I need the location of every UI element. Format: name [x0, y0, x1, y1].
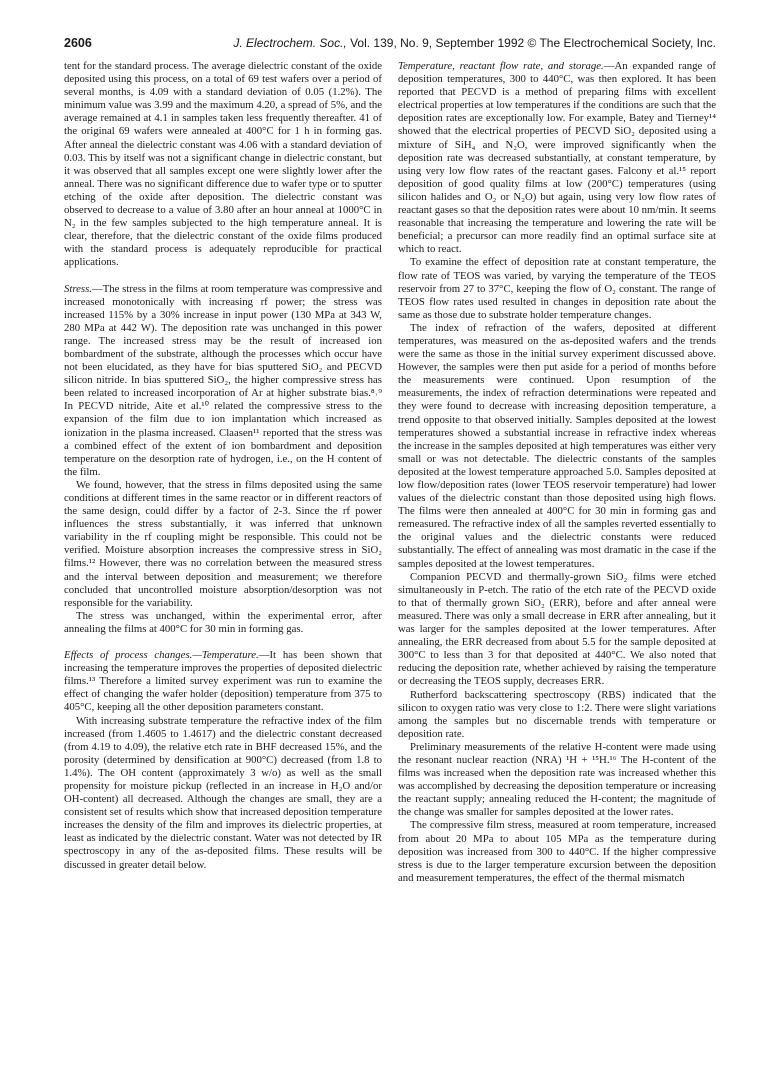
paragraph-text: The compressive film stress, measured at room temperature, increased from about 20 MPa to about 105 MPa as the temperature during deposition was increased from 300 to 440°C. If the higher compressive stress is due to the larger temperature excursion between the deposition and measurement temperatures, the effect of the thermal mismatch — [398, 819, 716, 884]
paragraph-text: —The stress in the films at room temperature was compressive and increased monotonically with increasing rf power; the stress was increased 115% by a 30% increase in input power (130 MPa at 343 W, 280 MPa at 442 W). The deposition rate was unchanged in this power range. The increased stress may be the result of increased ion bombardment of the substrate, although the processes which occur have not been elucidated, as they have for bias sputtered SiO₂ and PECVD silicon nitride. In bias sputtered SiO₂, the higher compressive stress has been related to increased incorporation of Ar at higher substrate bias.⁸˒⁹ In PECVD nitride, Aite et al.¹⁰ related the compressive stress to the expansion of the film due to ion implantation which increased as ionization in the plasma increased. Claasen¹¹ reported that the stress was a combined effect of the extent of ion bombardment and deposition temperature on the desorption rate of hydrogen, i.e., on the H content of the film. — [64, 282, 382, 478]
paragraph-text: —An expanded range of deposition temperatures, 300 to 440°C, was then explored. It has been reported that PECVD is a method of preparing films with excellent electrical properties at low temperatures if the conditions are such that the deposition rates are exceptionally low. For example, Batey and Tierney¹⁴ showed that the electrical properties of PECVD SiO₂ deposited using a mixture of SiH₄ and N₂O, were improved significantly when the deposition rate was decreased substantially, at constant temperature, by using very low flow rates of the reactant gases. Falcony et al.¹⁵ report deposition of good quality films at low (200°C) temperatures (using silicon halides and O₂ or N₂O) but again, using very low flow rates of reactant gases so that the deposition rates were about 10 nm/min. It seems reasonable that increasing the temperature and lowering the rate will be beneficial; a precursor can more readily find an optimal surface site at which to react. — [398, 60, 716, 256]
paragraph-text: With increasing substrate temperature the refractive index of the film increased (from 1.4605 to 1.4617) and the dielectric constant decreased (from 4.19 to 4.09), the relative etch rate in BHF decreased 15%, and the porosity (determined by densification at 900°C) decreased (from 1.8 to 1.4%). The OH content (approximately 3 w/o) as well as the small propensity for moisture pickup (reflected in an increase in H₂O and/or OH-content) all decreased. Although the changes are small, they are a consistent set of results which show that increased deposition temperature increases the density of the film and improves its dielectric properties, at least as indicated by the dielectric constant. Water was not detected by IR spectroscopy in any of the as-deposited films. These results will be discussed in greater detail below. — [64, 714, 382, 871]
paragraph-text: Companion PECVD and thermally-grown SiO₂ films were etched simultaneously in P-etch. The ratio of the etch rate of the PECVD oxide to that of thermally grown SiO₂ (ERR), before and after anneal were measured. There was only a small decrease in ERR after annealing, but it was larger for the samples deposited at the lower temperatures. After annealing, the ERR decreased from about 5.5 for the sample deposited at 300°C to less than 3 for that deposited at 440°C. We also noted that reducing the deposition rate, whether achieved by raising the temperature or decreasing the TEOS supply, decreases ERR. — [398, 570, 716, 688]
journal-name: J. Electrochem. Soc., — [233, 36, 347, 50]
paragraph-text: tent for the standard process. The average dielectric constant of the oxide deposited using this process, on a total of 69 test wafers over a period of several months, is 4.09 with a standard deviation of 0.05 (1.2%). The minimum value was 3.99 and the maximum 4.20, a spread of 5%, and the average remained at 4.1 in samples taken less frequently thereafter. 41 of the original 69 wafers were annealed at 400°C for 1 h in forming gas. After anneal the dielectric constant was 4.06 with a standard deviation of 0.03. This by itself was not a significant change in dielectric constant, but it was observed that all samples except one were slightly lower after the anneal. There was no significant difference due to wafer type or to sputter etching of the oxide after deposition. The dielectric constant was observed to decrease to a value of 3.80 after an hour anneal at 1000°C in N₂ in the few samples subjected to the high temperature anneal. It is clear, therefore, that the dielectric constant of the oxide films produced with the standard process is adequately reproducible for practical applications. — [64, 60, 382, 269]
left-text-column — [64, 60, 382, 872]
paragraph — [398, 571, 716, 689]
paragraph — [64, 479, 382, 610]
paragraph-text: To examine the effect of deposition rate at constant temperature, the flow rate of TEOS was varied, by varying the temperature of the TEOS reservoir from 27 to 37°C, keeping the flow of O₂ constant. The range of TEOS flow rates used resulted in changes in deposition rate about the same as those due to substrate holder temperature changes. — [398, 256, 716, 321]
paragraph — [398, 322, 716, 571]
paragraph — [398, 741, 716, 820]
journal-citation — [233, 36, 716, 50]
paragraph — [64, 60, 382, 270]
paragraph — [398, 60, 716, 256]
paragraph-text: Rutherford backscattering spectroscopy (RBS) indicated that the silicon to oxygen ratio was very close to 1:2. There were slight variations among the samples but no discernable trends with temperature or deposition rate. — [398, 688, 716, 740]
paragraph-text: —It has been shown that increasing the temperature improves the properties of deposited dielectric films.¹³ Therefore a limited survey experiment was run to examine the effect of changing the wafer holder (deposition) temperature from 375 to 405°C, keeping all the other deposition parameters constant. — [64, 649, 382, 714]
paragraph-text: The stress was unchanged, within the experimental error, after annealing the films at 400°C for 30 min in forming gas. — [64, 609, 382, 635]
section-heading: Temperature, reactant flow rate, and storage. — [398, 60, 604, 72]
paragraph-text: Preliminary measurements of the relative H-content were made using the resonant nuclear reaction (NRA) ¹H + ¹⁵H.¹⁶ The H-content of the films was increased when the deposition rate was increased whether this was accomplished by decreasing the deposition temperature or increasing the reactant supply; annealing reduced the H-content; the magnitude of the change was smaller for samples deposited at the lower rates. — [398, 740, 716, 819]
paragraph — [64, 610, 382, 636]
paragraph-text: We found, however, that the stress in films deposited using the same conditions at different times in the same reactor or in different reactors of the same design, could differ by a factor of 2-3. Since the rf power influences the stress substantially, it was inferred that unknown variability in the rf coupling might be responsible. This could not be verified. Moisture absorption increases the compressive stress in SiO₂ films.¹² However, there was no correlation between the measured stress and the interval between deposition and measurement; we therefore concluded that uncontrolled moisture absorption/desorption was not responsible for the variability. — [64, 478, 382, 609]
paragraph — [398, 819, 716, 884]
paragraph — [64, 715, 382, 872]
paragraph — [398, 256, 716, 321]
page-number: 2606 — [64, 36, 92, 50]
right-text-column — [398, 60, 716, 885]
section-heading: Effects of process changes.—Temperature. — [64, 649, 259, 662]
section-heading: Stress. — [64, 282, 92, 295]
paragraph-text: The index of refraction of the wafers, deposited at different temperatures, was measured on the as-deposited wafers and the trends were the same as those in the initial survey experiment discussed above. However, the samples were then put aside for a period of months before the measurements were continued. Upon resumption of the measurements, the index of refraction determinations were repeated and they were found to decrease with increasing deposition temperature, a trend opposite to that observed initially. Samples deposited at the lowest temperatures showed a substantial increase in refractive index whereas the increase in the samples deposited at high temperatures was either very small or was not detectable. The dielectric constants of the samples deposited at the lowest temperature approached 5.0. Samples deposited at low flow/deposition rates (lower TEOS reservoir temperature) had lower values of the dielectric constant than those deposited using high flows. The films were then annealed at 400°C for 30 min in forming gas and remeasured. The refractive index of all the samples reverted essentially to the original values and the dielectric constants were reduced substantially. The effect of annealing was most dramatic in the case if the samples deposited at the lowest temperatures. — [398, 321, 716, 570]
paragraph — [64, 649, 382, 714]
journal-issue: Vol. 139, No. 9, September 1992 © The Electrochemical Society, Inc. — [346, 36, 716, 50]
running-header — [64, 36, 716, 54]
paragraph — [398, 689, 716, 741]
paragraph — [64, 283, 382, 479]
